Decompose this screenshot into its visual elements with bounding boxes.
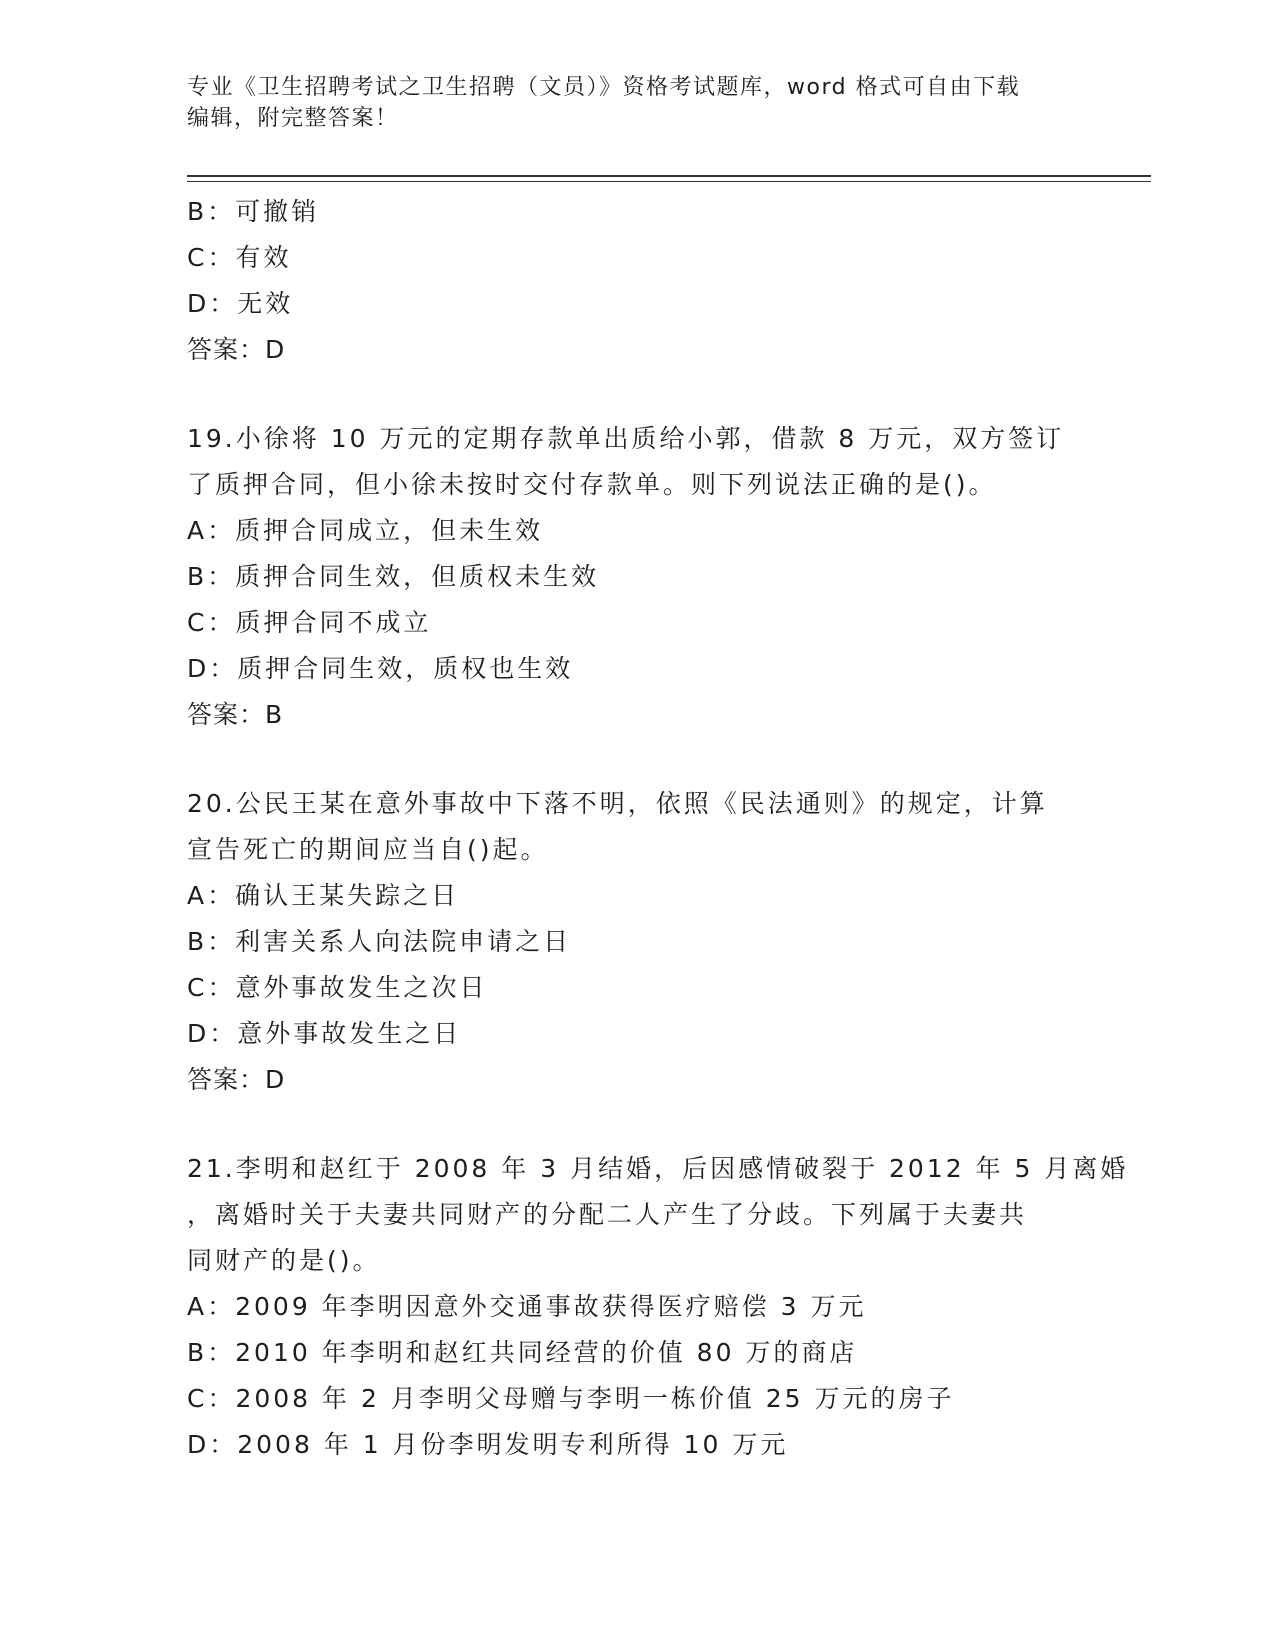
option-c: C：意外事故发生之次日 [187, 973, 488, 1002]
answer-line: 答案：D [187, 1065, 286, 1094]
question-stem-line: 20.公民王某在意外事故中下落不明，依照《民法通则》的规定，计算 [187, 789, 1048, 818]
question-content [187, 189, 1129, 1468]
option-d: D：2008 年 1 月份李明发明专利所得 10 万元 [187, 1430, 789, 1459]
option-b: B：质押合同生效，但质权未生效 [187, 562, 600, 591]
option-c: C：质押合同不成立 [187, 608, 432, 637]
question-19 [187, 416, 1087, 738]
answer-line: 答案：B [187, 700, 284, 729]
document-header [187, 72, 1087, 134]
answer-line: 答案：D [187, 335, 286, 364]
option-c: C：有效 [187, 243, 292, 272]
header-rule-thick [187, 175, 1151, 177]
question-21 [187, 1146, 1129, 1468]
option-b: B：利害关系人向法院申请之日 [187, 927, 572, 956]
question-stem-line: 同财产的是()。 [187, 1246, 381, 1275]
option-d: D：意外事故发生之日 [187, 1019, 462, 1048]
option-b: B：2010 年李明和赵红共同经营的价值 80 万的商店 [187, 1338, 858, 1367]
option-a: A：确认王某失踪之日 [187, 881, 460, 910]
option-b: B：可撤销 [187, 197, 320, 226]
header-line-2: 编辑，附完整答案！ [187, 106, 399, 131]
question-stem-line: 了质押合同，但小徐未按时交付存款单。则下列说法正确的是()。 [187, 470, 997, 499]
question-20 [187, 781, 1087, 1103]
question-stem-line: 21.李明和赵红于 2008 年 3 月结婚，后因感情破裂于 2012 年 5 月离婚 [187, 1154, 1129, 1183]
option-d: D：质押合同生效，质权也生效 [187, 654, 574, 683]
option-a: A：质押合同成立，但未生效 [187, 516, 544, 545]
header-rule-thin [187, 181, 1151, 182]
question-stem-line: 宣告死亡的期间应当自()起。 [187, 835, 549, 864]
option-a: A：2009 年李明因意外交通事故获得医疗赔偿 3 万元 [187, 1292, 867, 1321]
header-line-1: 专业《卫生招聘考试之卫生招聘（文员）》资格考试题库，word 格式可自由下载 [187, 75, 1021, 100]
question-18-continued [187, 189, 1087, 373]
option-d: D：无效 [187, 289, 294, 318]
option-c: C：2008 年 2 月李明父母赠与李明一栋价值 25 万元的房子 [187, 1384, 955, 1413]
question-stem-line: 19.小徐将 10 万元的定期存款单出质给小郭，借款 8 万元，双方签订 [187, 424, 1065, 453]
question-stem-line: ，离婚时关于夫妻共同财产的分配二人产生了分歧。下列属于夫妻共 [187, 1200, 1028, 1229]
